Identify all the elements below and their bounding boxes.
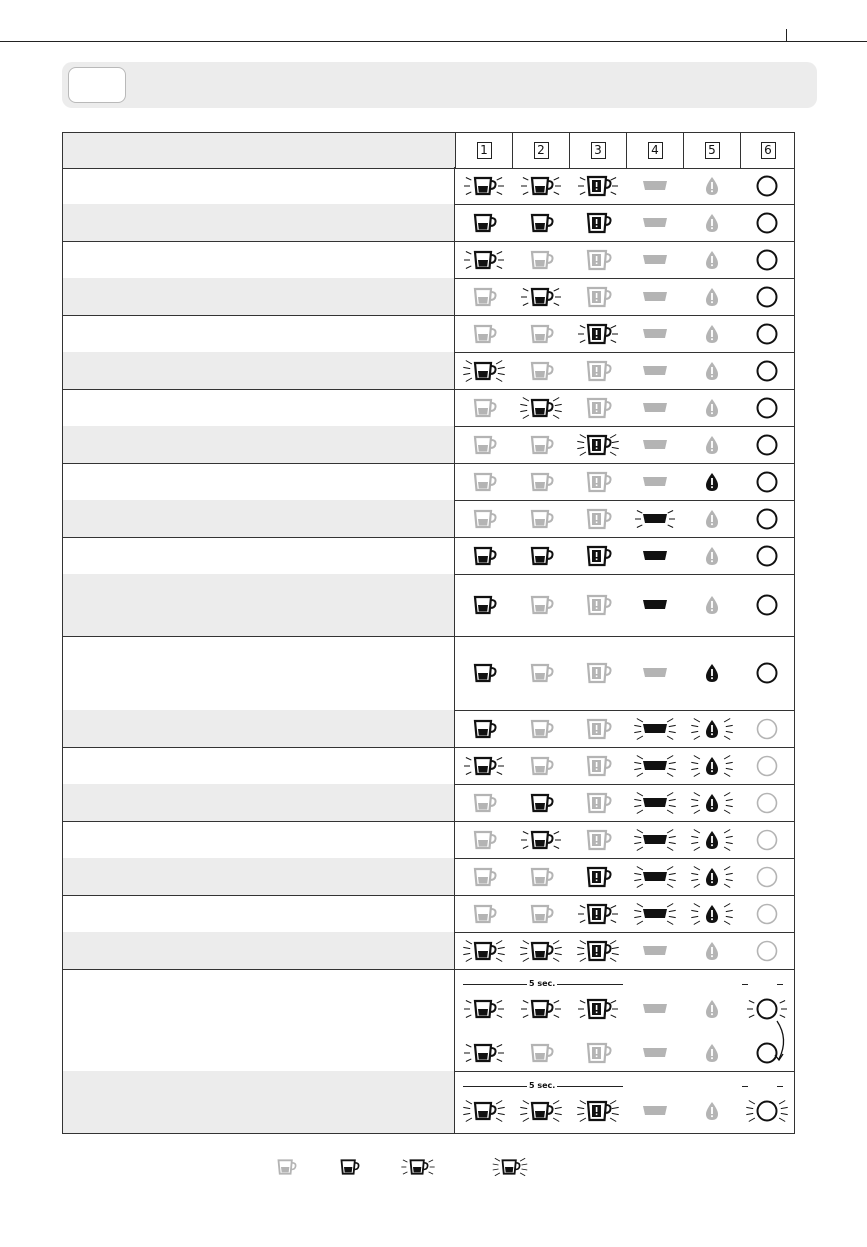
cup-descale-icon [570,711,626,747]
row-icons [455,426,794,463]
cup-large-icon [513,711,569,747]
timer-dash [777,984,783,985]
cup-descale-icon [570,205,626,241]
row-description [63,747,455,784]
row-description [63,352,455,389]
row-icons [455,167,794,204]
cup-large-icon [513,1093,569,1129]
row-icons [455,747,794,784]
cup-large-icon [513,353,569,389]
drip-tray-icon [627,933,683,969]
row-icons [455,315,794,352]
row-icons [455,784,794,821]
drip-tray-icon [627,316,683,352]
cycle-arrow-icon [773,1019,791,1063]
cup-descale-icon [570,991,626,1027]
drip-tray-icon [627,427,683,463]
drip-tray-icon [627,991,683,1027]
cup-large-icon [513,655,569,691]
power-ring-icon [739,205,795,241]
water-drop-icon [684,711,740,747]
cup-small-icon [456,748,512,784]
cup-descale-icon [570,390,626,426]
cup-descale-icon [570,316,626,352]
row-description [63,1071,455,1133]
section-title-bar [62,62,817,108]
drip-tray-icon [627,1035,683,1071]
table-row [62,426,795,464]
cup-descale-icon [570,353,626,389]
row-description [63,895,455,932]
cup-small-icon [456,711,512,747]
power-ring-icon [739,711,795,747]
table-row [62,463,795,501]
water-drop-icon [684,501,740,537]
row-description [63,710,455,747]
table-row [62,895,795,933]
table-row [62,167,795,205]
row-icons [455,537,794,574]
drip-tray-icon [627,748,683,784]
water-drop-icon [684,896,740,932]
water-drop-icon [684,353,740,389]
row-description [63,784,455,821]
row-icons [455,241,794,278]
row-description [63,858,455,895]
row-icons [455,278,794,315]
cup-descale-icon [570,501,626,537]
water-drop-icon [684,168,740,204]
header-mark [786,29,787,41]
timer-dash [777,1086,783,1087]
row-icons [455,352,794,389]
row-icons [455,821,794,858]
table-row [62,821,795,859]
timer-indicator [463,1081,623,1091]
water-drop-icon [684,242,740,278]
cup-small-icon [456,1093,512,1129]
power-ring-icon [739,279,795,315]
table-row [62,574,795,637]
cup-small-icon [456,168,512,204]
column-number: 3 [591,142,606,159]
water-drop-icon [684,655,740,691]
row-description [63,241,455,278]
power-ring-icon [739,390,795,426]
row-description [63,574,455,636]
cup-small-icon [456,655,512,691]
table-row [62,352,795,390]
cup-large-icon [513,390,569,426]
cup-descale-icon [570,427,626,463]
drip-tray-icon [627,859,683,895]
cup-small-icon [456,933,512,969]
water-drop-icon [684,587,740,623]
row-icons [455,1071,794,1133]
table-row [62,636,795,711]
cup-small-icon [456,538,512,574]
row-description [63,315,455,352]
section-number-box [68,67,126,103]
cup-small-icon [456,464,512,500]
row-description [63,821,455,858]
water-drop-icon [684,1093,740,1129]
row-description [63,463,455,500]
power-ring-icon [739,353,795,389]
column-header-5 [684,133,741,168]
cup-large-icon [513,859,569,895]
cup-small-icon [456,316,512,352]
timer-dash [742,984,748,985]
cup-on-icon [329,1152,369,1182]
cup-large-icon [513,168,569,204]
table-row [62,204,795,242]
row-description [63,426,455,463]
table-row [62,537,795,575]
cup-descale-icon [570,464,626,500]
cup-large-icon [513,748,569,784]
cup-small-icon [456,242,512,278]
power-ring-icon [739,822,795,858]
cup-descale-icon [570,822,626,858]
drip-tray-icon [627,822,683,858]
table-row [62,500,795,538]
column-number: 4 [648,142,663,159]
column-header-3 [570,133,627,168]
timer-indicator [463,979,623,989]
drip-tray-icon [627,168,683,204]
cup-small-icon [456,353,512,389]
table-row [62,932,795,970]
cup-blink-icon [398,1152,438,1182]
power-ring-icon [739,785,795,821]
drip-tray-icon [627,390,683,426]
power-ring-icon [739,655,795,691]
cup-descale-icon [570,242,626,278]
drip-tray-icon [627,242,683,278]
table-row [62,858,795,896]
cup-grey-icon [266,1152,306,1182]
water-drop-icon [684,1035,740,1071]
cup-descale-icon [570,587,626,623]
timer-label: 5 sec. [529,979,556,988]
cup-large-icon [513,587,569,623]
power-ring-icon [739,748,795,784]
column-number: 6 [761,142,776,159]
water-drop-icon [684,748,740,784]
row-description [63,389,455,426]
row-icons [455,389,794,426]
row-description [63,969,455,1071]
cup-small-icon [456,1035,512,1071]
cup-large-icon [513,991,569,1027]
water-drop-icon [684,205,740,241]
power-ring-icon [739,538,795,574]
drip-tray-icon [627,896,683,932]
cup-small-icon [456,427,512,463]
row-description [63,204,455,241]
water-drop-icon [684,427,740,463]
drip-tray-icon [627,655,683,691]
water-drop-icon [684,464,740,500]
cup-small-icon [456,390,512,426]
drip-tray-icon [627,205,683,241]
column-number: 2 [534,142,549,159]
table-header [62,132,795,169]
power-ring-icon [739,464,795,500]
row-icons [455,932,794,969]
cup-small-icon [456,859,512,895]
power-ring-icon [739,316,795,352]
row-icons [455,636,794,710]
column-header-6 [741,133,795,168]
cup-large-icon [513,538,569,574]
drip-tray-icon [627,464,683,500]
cup-descale-icon [570,933,626,969]
cup-descale-icon [570,279,626,315]
drip-tray-icon [627,279,683,315]
cup-small-icon [456,822,512,858]
table-row [62,969,795,1072]
row-icons [455,500,794,537]
water-drop-icon [684,933,740,969]
water-drop-icon [684,316,740,352]
cup-descale-icon [570,538,626,574]
cup-large-icon [513,279,569,315]
cup-large-icon [513,464,569,500]
header-rule [0,41,867,42]
cup-large-icon [513,822,569,858]
cup-large-icon [513,316,569,352]
cup-large-icon [513,205,569,241]
row-description [63,278,455,315]
water-drop-icon [684,822,740,858]
row-icons [455,710,794,747]
cup-descale-icon [570,859,626,895]
water-drop-icon [684,991,740,1027]
cup-large-icon [513,501,569,537]
cup-large-icon [513,896,569,932]
water-drop-icon [684,538,740,574]
row-icons [455,574,794,636]
power-ring-icon [739,587,795,623]
drip-tray-icon [627,711,683,747]
cup-small-icon [456,785,512,821]
cup-large-icon [513,933,569,969]
power-ring-icon [739,1093,795,1129]
table-row [62,315,795,353]
row-icons [455,895,794,932]
table-row [62,784,795,822]
power-ring-icon [739,501,795,537]
cup-descale-icon [570,1093,626,1129]
row-description [63,167,455,204]
row-description [63,500,455,537]
row-icons [455,858,794,895]
drip-tray-icon [627,538,683,574]
timer-label: 5 sec. [529,1081,556,1090]
column-header-2 [513,133,570,168]
cup-large-icon [513,785,569,821]
table-row [62,278,795,316]
row-description [63,932,455,969]
power-ring-icon [739,896,795,932]
drip-tray-icon [627,501,683,537]
water-drop-icon [684,390,740,426]
column-number: 1 [477,142,492,159]
timer-dash [742,1086,748,1087]
row-description [63,537,455,574]
cup-small-icon [456,896,512,932]
power-ring-icon [739,859,795,895]
table-row [62,389,795,427]
cup-descale-icon [570,896,626,932]
cup-small-icon [456,205,512,241]
cup-large-icon [513,427,569,463]
row-description [63,636,455,710]
cup-descale-icon [570,785,626,821]
table-row [62,241,795,279]
table-row [62,747,795,785]
water-drop-icon [684,279,740,315]
cup-descale-icon [570,1035,626,1071]
cup-fast-blink-icon [490,1152,530,1182]
drip-tray-icon [627,353,683,389]
cup-large-icon [513,242,569,278]
cup-large-icon [513,1035,569,1071]
water-drop-icon [684,785,740,821]
column-header-4 [627,133,684,168]
drip-tray-icon [627,587,683,623]
cup-descale-icon [570,748,626,784]
water-drop-icon [684,859,740,895]
column-number: 5 [705,142,720,159]
row-icons [455,969,794,1071]
row-icons [455,204,794,241]
cup-small-icon [456,587,512,623]
power-ring-icon [739,427,795,463]
table-row [62,1071,795,1134]
drip-tray-icon [627,785,683,821]
cup-small-icon [456,279,512,315]
power-ring-icon [739,168,795,204]
table-row [62,710,795,748]
cup-small-icon [456,991,512,1027]
power-ring-icon [739,933,795,969]
column-header-1 [456,133,513,168]
row-icons [455,463,794,500]
power-ring-icon [739,242,795,278]
cup-descale-icon [570,168,626,204]
cup-descale-icon [570,655,626,691]
cup-small-icon [456,501,512,537]
drip-tray-icon [627,1093,683,1129]
